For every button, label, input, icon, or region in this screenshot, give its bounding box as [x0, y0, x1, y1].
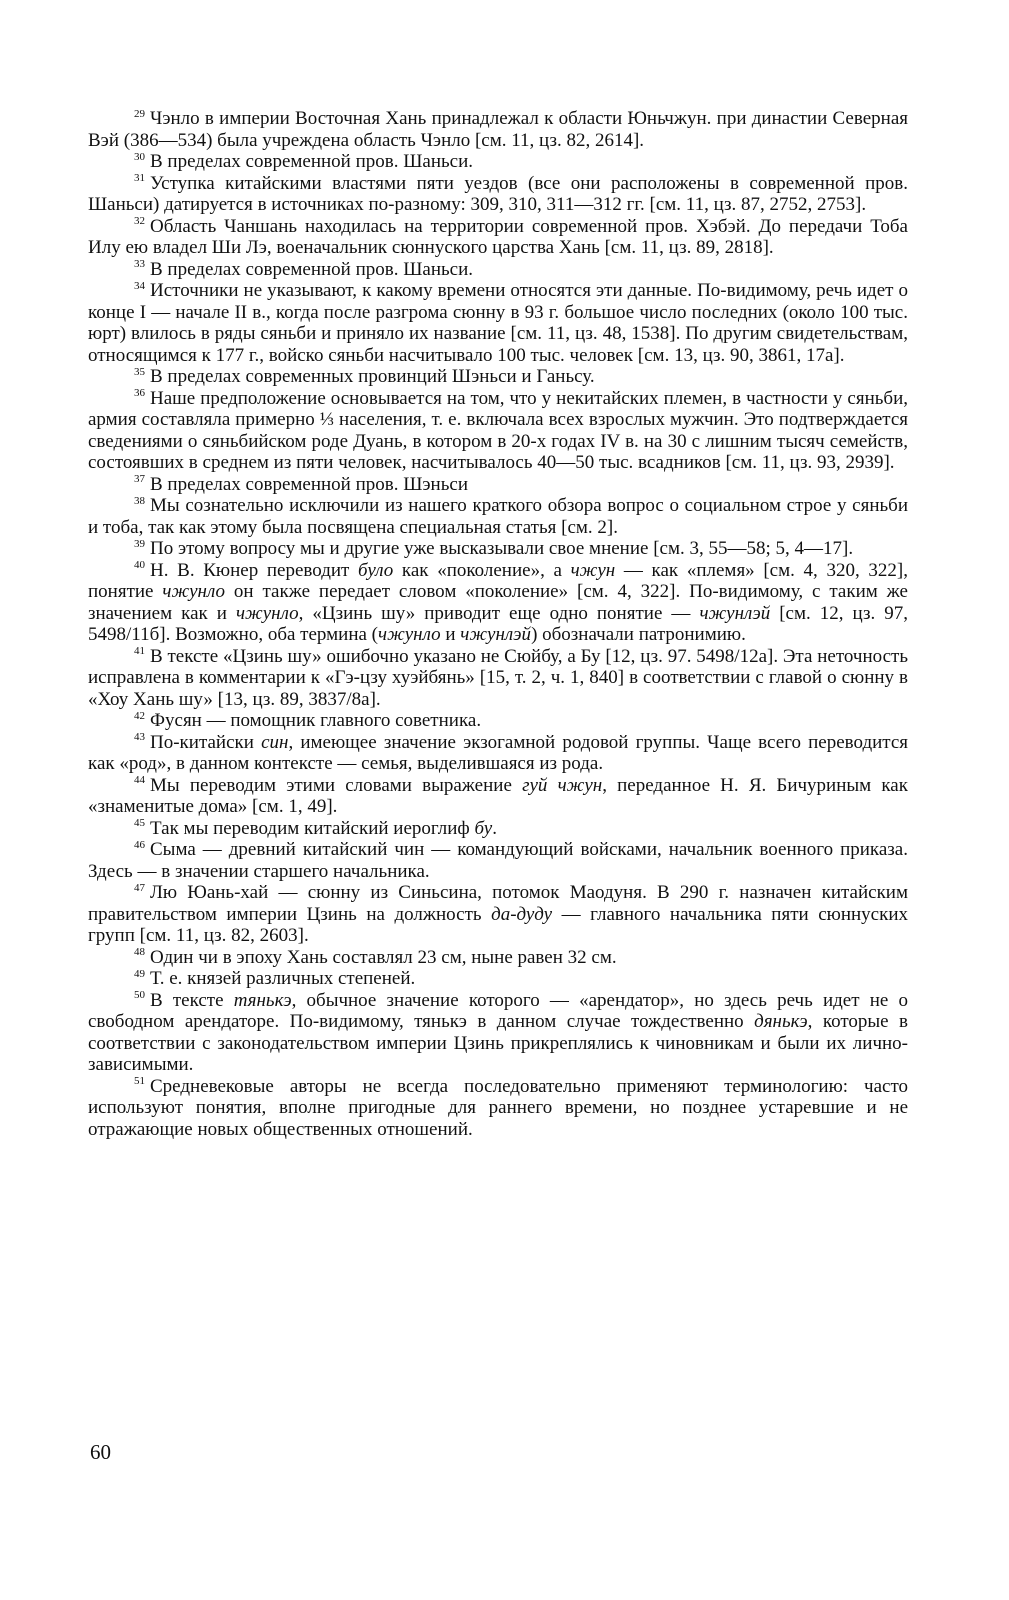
endnote-text: В пределах современной пров. Шаньси.	[150, 151, 474, 172]
endnote-text: По этому вопросу мы и другие уже высказывали свое мнение [см. 3, 55—58; 5, 4—17].	[150, 538, 854, 559]
endnote	[88, 108, 908, 151]
endnote	[88, 646, 908, 711]
endnote-text: В пределах современной пров. Шэньси	[150, 473, 468, 495]
endnote-text: Так мы переводим китайский иероглиф бу.	[150, 817, 497, 839]
endnote-number: 45	[134, 817, 145, 830]
endnote-number: 30	[134, 150, 145, 163]
endnote-number: 50	[134, 989, 145, 1002]
endnote-text: Т. е. князей различных степеней.	[150, 968, 416, 989]
endnote-number: 49	[134, 967, 145, 980]
endnote	[88, 1076, 908, 1141]
endnote	[88, 538, 908, 560]
endnote-number: 51	[134, 1075, 145, 1088]
endnote-number: 43	[134, 731, 145, 744]
endnote	[88, 947, 908, 969]
endnote-number: 35	[134, 365, 145, 378]
endnote-number: 31	[134, 172, 145, 185]
endnote-text: Мы переводим этими словами выражение гуй чжун, переданное Н. Я. Бичуриным как «знаменитые дома» [см. 1, 49].	[88, 774, 908, 817]
endnote-number: 47	[134, 881, 145, 894]
endnote	[88, 560, 908, 646]
endnote-text: Источники не указывают, к какому времени относятся эти данные. По-видимому, речь идет о конце I — начале II в., когда после разгрома сюнну в 93 г. большое число последних (около 100 тыс. юрт) влилось в ряды сяньби и приняло их название [см. 11, цз. 48, 1538]. По другим свидетельствам, относящимся к 177 г., войско сяньби насчитывало 100 тыс. человек [см. 13, цз. 90, 3861, 17а].	[88, 280, 908, 366]
endnote	[88, 173, 908, 216]
endnote	[88, 882, 908, 947]
endnote-number: 42	[134, 709, 145, 722]
endnote	[88, 280, 908, 366]
endnote-number: 40	[134, 559, 145, 572]
endnote	[88, 216, 908, 259]
endnote-number: 38	[134, 494, 145, 507]
endnote	[88, 990, 908, 1076]
endnote-text: Мы сознательно исключили из нашего краткого обзора вопрос о социальном строе у сяньби и тоба, так как этому была посвящена специальная статья [см. 2].	[88, 495, 908, 538]
endnote-text: Область Чаншань находилась на территории современной пров. Хэбэй. До передачи Тоба Илу ею владел Ши Лэ, военачальник сюннуского царства Хань [см. 11, цз. 89, 2818].	[88, 215, 908, 258]
endnote-number: 37	[134, 473, 145, 486]
endnote	[88, 732, 908, 775]
endnote	[88, 151, 908, 173]
endnote-number: 32	[134, 215, 145, 228]
endnote-number: 41	[134, 645, 145, 658]
endnote	[88, 818, 908, 840]
endnote-text: По-китайски син, имеющее значение экзогамной родовой группы. Чаще всего переводится как «род», в данном контексте — семья, выделившаяся из рода.	[88, 731, 908, 774]
endnote	[88, 968, 908, 990]
endnote	[88, 710, 908, 732]
endnote-text: Н. В. Кюнер переводит було как «поколение», а чжун — как «племя» [см. 4, 320, 322], понятие чжунло он также передает словом «поколение» [см. 4, 322]. По-видимому, с таким же значением как и чжунло, «Цзинь шу» приводит еще одно понятие — чжунлэй [см. 12, цз. 97, 5498/11б]. Возможно, оба термина (чжунло и чжунлэй) обозначали патронимию.	[88, 559, 908, 645]
endnote-number: 46	[134, 838, 145, 851]
endnote	[88, 366, 908, 388]
endnote-text: Лю Юань-хай — сюнну из Синьсина, потомок Маодуня. В 290 г. назначен китайским правительством империи Цзинь на должность да-дуду — главного начальника пяти сюннуских групп [см. 11, цз. 82, 2603].	[88, 882, 909, 946]
endnote-text: Чэнло в империи Восточная Хань принадлежал к области Юньчжун. при династии Северная Вэй (386—534) была учреждена область Чэнло [см. 11, цз. 82, 2614].	[88, 108, 908, 151]
endnote-text: Сыма — древний китайский чин — командующий войсками, начальник военного приказа. Здесь — в значении старшего начальника.	[88, 839, 908, 882]
endnote-text: В тексте «Цзинь шу» ошибочно указано не Сюйбу, а Бу [12, цз. 97. 5498/12а]. Эта неточность исправлена в комментарии к «Гэ-цзу хуэйбянь» [15, т. 2, ч. 1, 840] в соответствии с главой о сюнну в «Хоу Хань шу» [13, цз. 89, 3837/8а].	[88, 645, 908, 710]
endnote-text: Средневековые авторы не всегда последовательно применяют терминологию: часто используют понятия, вполне пригодные для раннего времени, но позднее устаревшие и не отражающие новых общественных отношений.	[88, 1075, 908, 1140]
endnotes-list	[88, 108, 908, 1140]
endnote-number: 48	[134, 946, 145, 959]
endnote-text: В пределах современной пров. Шаньси.	[150, 258, 474, 280]
endnote-number: 34	[134, 279, 145, 292]
endnote-text: Уступка китайскими властями пяти уездов (все они расположены в современной пров. Шаньси) датируется в источниках по-разному: 309, 310, 311—312 гг. [см. 11, цз. 87, 2752, 2753].	[88, 172, 908, 215]
endnote-number: 33	[134, 258, 145, 271]
endnote-text: Наше предположение основывается на том, что у некитайских племен, в частности у сяньби, армия составляла примерно ⅓ населения, т. е. включала всех взрослых мужчин. Это подтверждается сведениями о сяньбийском роде Дуань, в котором в 20-х годах IV в. на 30 с лишним тысяч семейств, состоявших в среднем из пяти человек, насчитывалось 40—50 тыс. всадников [см. 11, цз. 93, 2939].	[88, 387, 908, 473]
endnote	[88, 495, 908, 538]
endnote-number: 44	[134, 774, 145, 787]
endnote	[88, 388, 908, 474]
endnote	[88, 474, 908, 496]
endnote-text: Один чи в эпоху Хань составлял 23 см, ныне равен 32 см.	[150, 946, 617, 968]
endnote	[88, 259, 908, 281]
endnote-text: Фусян — помощник главного советника.	[150, 710, 482, 731]
endnote-text: В пределах современных провинций Шэньси и Ганьсу.	[150, 366, 595, 387]
endnote	[88, 839, 908, 882]
endnote-number: 36	[134, 387, 145, 400]
page-number: 60	[90, 1440, 111, 1464]
endnote-text: В тексте тянькэ, обычное значение которого — «арендатор», но здесь речь идет не о свободном арендаторе. По-видимому, тянькэ в данном случае тождественно дянькэ, которые в соответствии с законодательством империи Цзинь прикреплялись к чиновникам и были их лично-зависимыми.	[88, 989, 908, 1075]
endnote-number: 39	[134, 537, 145, 550]
endnote-number: 29	[134, 107, 145, 120]
endnote	[88, 775, 908, 818]
